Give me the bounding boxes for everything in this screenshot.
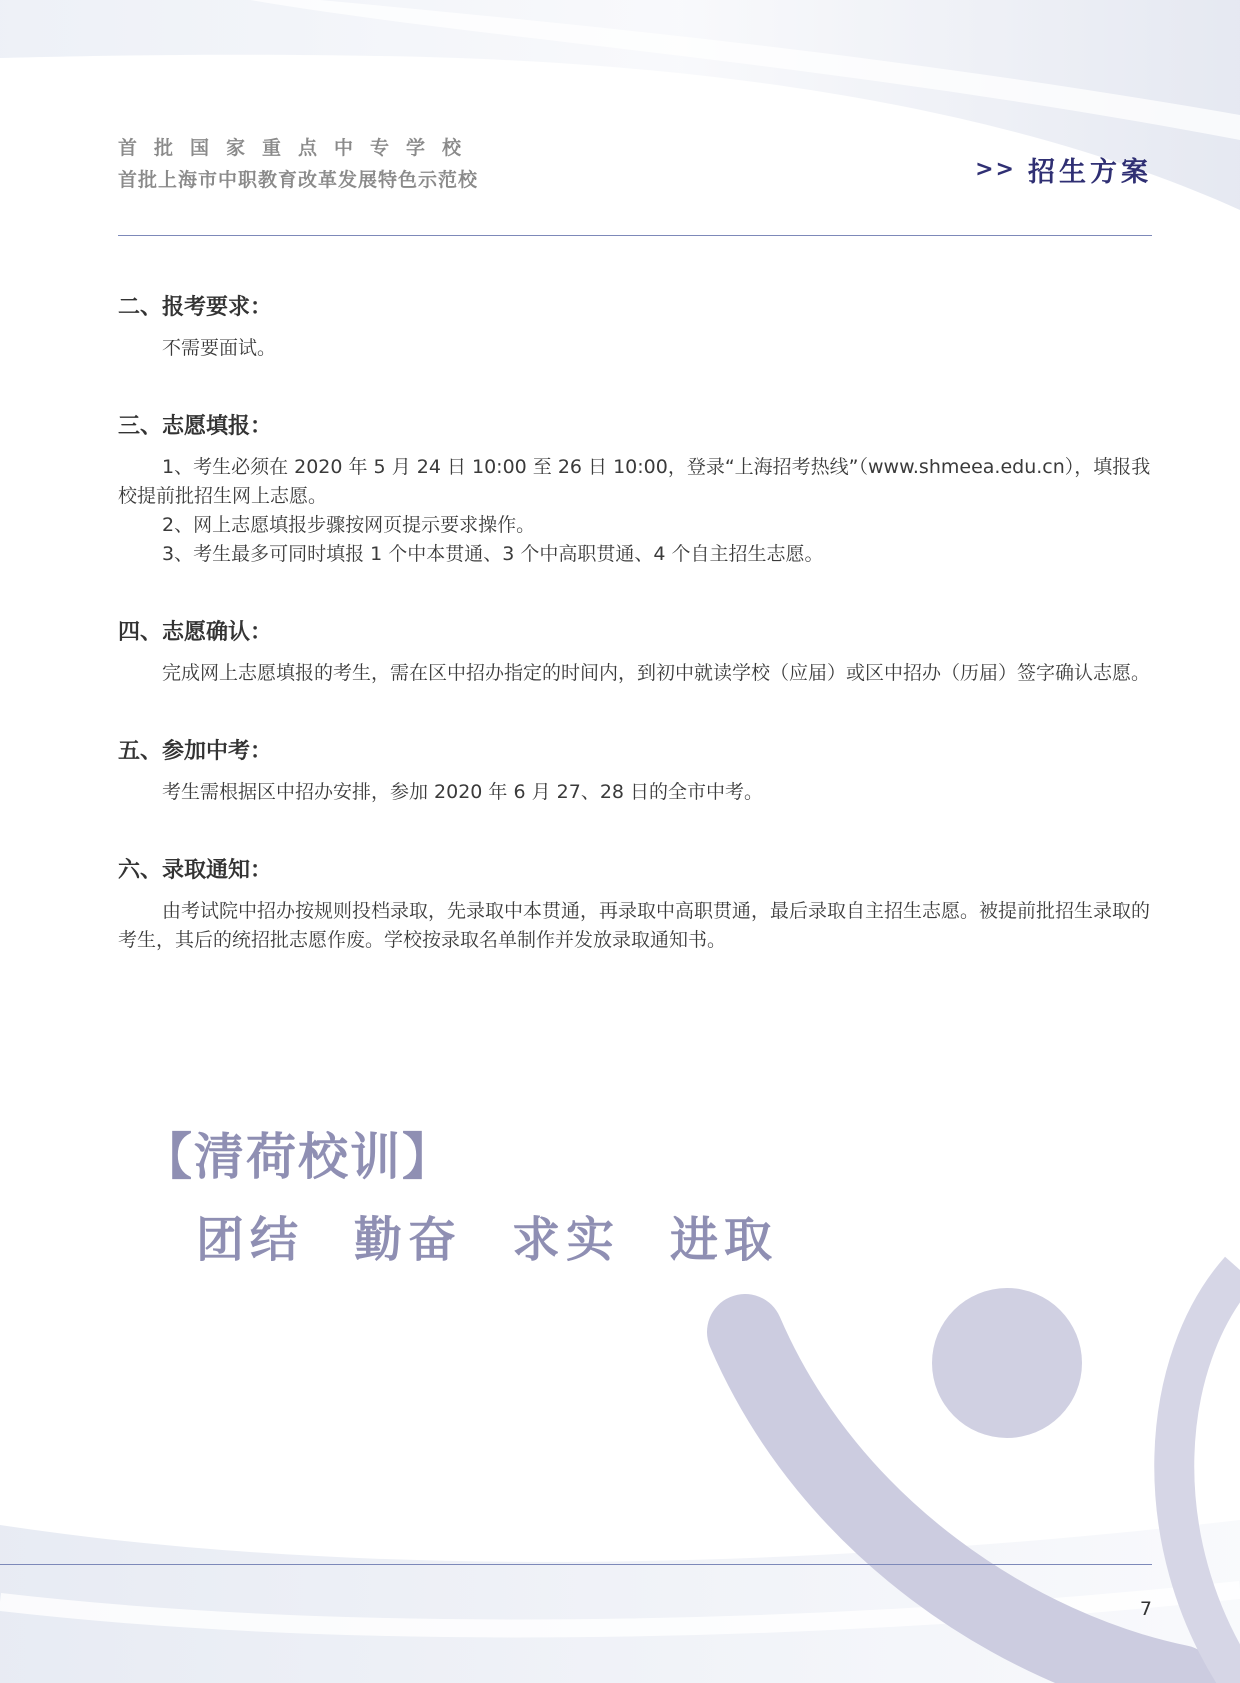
school-title-line-1: 首批国家重点中专学校: [118, 137, 479, 159]
motto-value: 团结: [196, 1212, 305, 1268]
page-number: 7: [1139, 1598, 1152, 1620]
section-paragraph: 考生需根据区中招办安排，参加 2020 年 6 月 27、28 日的全市中考。: [162, 781, 764, 803]
section-application-requirements: [118, 290, 1152, 363]
section-paragraph: 完成网上志愿填报的考生，需在区中招办指定的时间内，到初中就读学校（应届）或区中招办（历届）签字确认志愿。: [162, 662, 1151, 684]
section-preference-filing: [118, 409, 1152, 569]
section-paragraph: 2、网上志愿填报步骤按网页提示要求操作。: [162, 514, 536, 536]
motto-value: 进取: [670, 1212, 779, 1268]
motto-values: [196, 1207, 778, 1273]
section-tag-label: 招生方案: [1028, 157, 1152, 188]
section-title: 二、报考要求：: [118, 295, 273, 320]
school-title-line-2: 首批上海市中职教育改革发展特色示范校: [118, 169, 479, 191]
section-title: 六、录取通知：: [118, 858, 273, 883]
footer-divider: [0, 1564, 1152, 1565]
section-title: 四、志愿确认：: [118, 620, 273, 645]
school-motto: [142, 1123, 778, 1273]
section-paragraph: 3、考生最多可同时填报 1 个中本贯通、3 个中高职贯通、4 个自主招生志愿。: [162, 543, 824, 565]
section-exam-participation: [118, 734, 1152, 807]
section-preference-confirmation: [118, 615, 1152, 688]
double-chevron-icon: >>: [975, 157, 1016, 182]
section-admission-notice: [118, 853, 1152, 955]
section-title: 五、参加中考：: [118, 739, 273, 764]
section-tag: [975, 150, 1152, 189]
header-divider: [118, 235, 1152, 236]
section-paragraph: 由考试院中招办按规则投档录取，先录取中本贯通，再录取中高职贯通，最后录取自主招生志愿。被提前批招生录取的考生，其后的统招批志愿作废。学校按录取名单制作并发放录取通知书。: [118, 900, 1151, 951]
section-paragraph: 1、考生必须在 2020 年 5 月 24 日 10:00 至 26 日 10:00，登录“上海招考热线”（www.shmeea.edu.cn），填报我校提前批招生网上志愿。: [118, 456, 1151, 507]
document-content: [118, 290, 1152, 1001]
section-paragraph: 不需要面试。: [162, 337, 277, 359]
section-title: 三、志愿填报：: [118, 414, 273, 439]
motto-value: 求实: [512, 1212, 621, 1268]
motto-title: 【清荷校训】: [142, 1128, 454, 1186]
school-title-block: [118, 132, 528, 196]
lavender-circle-decoration: [932, 1288, 1082, 1438]
page-header: [118, 132, 1152, 196]
motto-value: 勤奋: [354, 1212, 463, 1268]
